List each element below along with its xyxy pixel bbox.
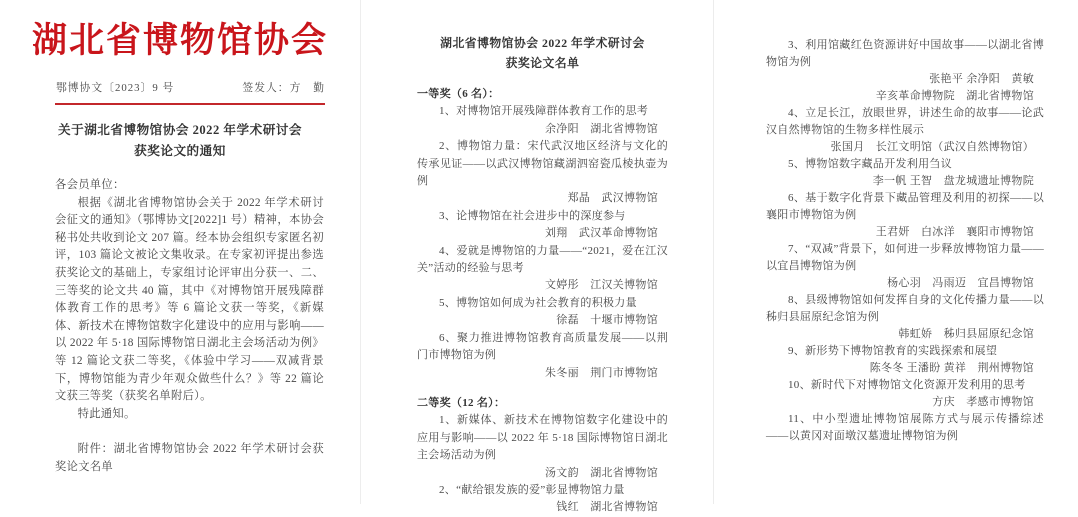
paper-title: 1、新媒体、新技术在博物馆数字化建设中的应用与影响——以 2022 年 5·18 国际博物馆日湖北主会场活动为例 (417, 414, 668, 462)
red-divider (55, 103, 325, 105)
paper-authors (766, 139, 1044, 156)
paper-item (417, 103, 668, 138)
paper-authors (417, 277, 668, 294)
paper-title: 5、博物馆数字藏品开发利用刍议 (788, 158, 952, 170)
paper-title: 11、中小型遗址博物馆展陈方式与展示传播综述——以黄冈对面墩汉墓遗址博物馆为例 (766, 413, 1044, 442)
paper-title: 4、爱就是博物馆的力量——“2021，爱在江汉关”活动的经验与思考 (417, 244, 668, 275)
author-line: 徐磊 十堰市博物馆 (556, 314, 658, 327)
author-line: 李一帆 王智 盘龙城遗址博物院 (872, 175, 1034, 187)
author-line: 辛亥革命博物院 湖北省博物馆 (875, 90, 1034, 102)
paper-authors (417, 312, 668, 329)
second-prize-list (417, 412, 668, 516)
first-prize-heading: 一等奖（6 名）： (417, 88, 500, 100)
paper-title: 3、论博物馆在社会进步中的深度参与 (439, 209, 626, 222)
paper-authors (417, 499, 668, 516)
paper-item (766, 37, 1044, 105)
paper-title: 1、对博物馆开展残障群体教育工作的思考 (439, 105, 649, 118)
paper-item (766, 411, 1044, 445)
paper-item (417, 138, 668, 208)
second-prize-heading: 二等奖（12 名）： (417, 396, 506, 409)
paper-title: 6、基于数字化背景下藏品管理及利用的初探——以襄阳市博物馆为例 (766, 192, 1044, 221)
paper-authors (766, 224, 1044, 241)
paper-authors (417, 225, 668, 242)
author-line: 余净阳 湖北省博物馆 (545, 122, 658, 135)
list-title-line2: 获奖论文名单 (505, 56, 580, 70)
paper-item (766, 156, 1044, 190)
paper-item (417, 243, 668, 295)
author-line: 朱冬丽 荆门市博物馆 (545, 366, 658, 379)
notice-paragraph: 根据《湖北省博物馆协会关于 2022 年学术研讨会征文的通知》（鄂博协文[2022]1 号）精神，本协会秘书处共收到论文 207 篇。经本协会组织专家匿名初评，103 篇论文被论文集收录。在专家初评提出参选获奖论文的基础上，专家组讨论评审出分获一、二、三等奖的论文共 40 篇，其中《对博物馆开展残障群体教育工作的思考》等 6 篇论文获一等奖，《新媒体、新技术在博物馆数字化建设中的应用与影响——以 2022 年 5·18 国际博物馆日湖北主会场活动为例》等 12 篇论文获二等奖，《体验中学习——双减背景下，博物馆能为青少年观众做些什么？》等 22 篇论文获三等奖（获奖名单附后）。 (55, 196, 324, 403)
paper-title: 5、博物馆如何成为社会教育的积极力量 (439, 296, 637, 309)
paper-authors (766, 71, 1044, 105)
doc-meta-row (56, 80, 325, 95)
author-line: 王君妍 白冰洋 襄阳市博物馆 (875, 226, 1034, 238)
first-prize-list (417, 103, 668, 382)
closing-line: 特此通知。 (77, 407, 136, 420)
author-line: 陈冬冬 王潘盼 黄祥 荆州博物馆 (869, 362, 1034, 374)
author-line: 杨心羽 冯雨迈 宜昌博物馆 (887, 277, 1034, 289)
paper-authors (417, 365, 668, 382)
masthead-title: 湖北省博物馆协会 (31, 21, 328, 60)
paper-title: 10、新时代下对博物馆文化资源开发利用的思考 (788, 379, 1026, 391)
list-title-line1: 湖北省博物馆协会 2022 年学术研讨会 (440, 36, 645, 50)
author-line: 文婷彤 江汉关博物馆 (545, 279, 658, 292)
author-line: 郑晶 武汉博物馆 (567, 192, 658, 205)
issuer-label: 签发人：方 勤 (242, 82, 325, 94)
paper-item (417, 330, 668, 382)
author-line: 张国月 长江文明馆（武汉自然博物馆） (830, 141, 1034, 153)
second-prize-list-continued (766, 37, 1044, 445)
author-line: 刘翔 武汉革命博物馆 (545, 227, 658, 240)
paper-title: 4、立足长江，放眼世界，讲述生命的故事——论武汉自然博物馆的生物多样性展示 (766, 107, 1044, 136)
paper-authors (766, 173, 1044, 190)
paper-title: 8、县级博物馆如何发挥自身的文化传播力量——以秭归县屈原纪念馆为例 (766, 294, 1044, 323)
paper-item (417, 482, 668, 517)
paper-title: 2、博物馆力量：宋代武汉地区经济与文化的传承见证——以武汉博物馆藏湖泗窑瓷瓜棱执壶为例 (417, 140, 668, 188)
paper-item (766, 343, 1044, 377)
paper-item (766, 105, 1044, 156)
notice-page (0, 0, 360, 504)
author-line: 汤文韵 湖北省博物馆 (545, 466, 658, 479)
paper-title: 3、利用馆藏红色资源讲好中国故事——以湖北省博物馆为例 (766, 39, 1044, 68)
paper-authors (766, 326, 1044, 343)
author-line: 张艳平 余净阳 黄敏 (929, 73, 1034, 85)
paper-title: 7、“双减”背景下，如何进一步释放博物馆力量——以宜昌博物馆为例 (766, 243, 1044, 272)
notice-body (55, 177, 324, 477)
paper-item (417, 208, 668, 243)
paper-authors (417, 465, 668, 482)
paper-item (766, 241, 1044, 292)
paper-authors (766, 394, 1044, 411)
award-list-page-1 (360, 0, 713, 514)
paper-title: 2、“献给银发族的爱”彰显博物馆力量 (439, 483, 625, 496)
paper-authors (766, 275, 1044, 292)
notice-title (0, 120, 360, 162)
author-line: 韩虹娇 秭归县屈原纪念馆 (898, 328, 1034, 340)
paper-item (766, 190, 1044, 241)
paper-title: 6、聚力推进博物馆教育高质量发展——以荆门市博物馆为例 (417, 331, 668, 362)
paper-item (766, 292, 1044, 343)
attachment-note: 附件：湖北省博物馆协会 2022 年学术研讨会获奖论文名单 (55, 443, 324, 473)
paper-authors (417, 121, 668, 138)
author-line: 钱红 湖北省博物馆 (556, 501, 658, 514)
paper-item (766, 377, 1044, 411)
paper-item (417, 412, 668, 482)
doc-number: 鄂博协文〔2023〕9 号 (56, 82, 175, 94)
author-line: 方庆 孝感市博物馆 (932, 396, 1034, 408)
list-title (417, 33, 668, 73)
notice-title-line2: 获奖论文的通知 (134, 144, 226, 158)
salutation: 各会员单位： (55, 179, 125, 191)
paper-item (417, 295, 668, 330)
paper-authors (766, 360, 1044, 377)
paper-title: 9、新形势下博物馆教育的实践探索和展望 (788, 345, 998, 357)
paper-authors (417, 190, 668, 207)
notice-title-line1: 关于湖北省博物馆协会 2022 年学术研讨会 (58, 123, 302, 137)
award-list-page-2 (713, 0, 1078, 504)
